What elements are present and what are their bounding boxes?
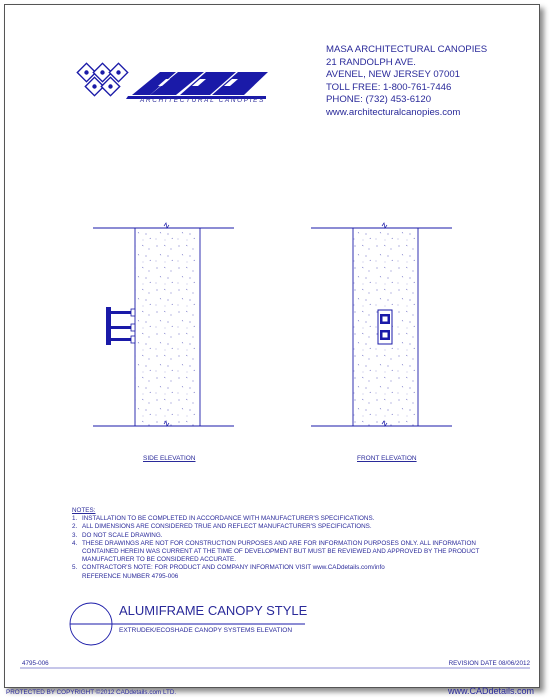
drawing-title: ALUMIFRAME CANOPY STYLE — [119, 603, 308, 618]
front-elevation-caption: FRONT ELEVATION — [357, 455, 417, 462]
company-info — [326, 44, 487, 120]
notes-title: NOTES: — [72, 507, 96, 514]
wall-bracket-side — [106, 307, 135, 345]
masa-logo — [77, 63, 268, 99]
note-item: 1. INSTALLATION TO BE COMPLETED IN ACCORDANCE WITH MANUFACTURER'S SPECIFICATIONS. — [72, 515, 375, 523]
company-address-line1: 21 RANDOLPH AVE. — [326, 56, 416, 68]
note-item: 4. THESE DRAWINGS ARE NOT FOR CONSTRUCTION PURPOSES AND ARE FOR INFORMATION PURPOSES ONLY. ALL INFORMATION CONTAINED HEREIN WAS CURRENT AT THE TIME OF DEVELOPMENT BUT MUST BE REVIEWED AND APPROVED BY THE PRODUCT MANUFACTURER TO BE CONSIDERED ACCURATE. — [72, 539, 480, 564]
note-reference: REFERENCE NUMBER 4795-006 — [82, 572, 179, 580]
logo-tagline: ARCHITECTURAL CANOPIES — [140, 97, 266, 104]
note-item: 2. ALL DIMENSIONS ARE CONSIDERED TRUE AND REFLECT MANUFACTURER'S SPECIFICATIONS. — [72, 523, 372, 531]
note-item: 5. CONTRACTOR'S NOTE: FOR PRODUCT AND COMPANY INFORMATION VISIT www.CADdetails.com/info — [72, 564, 385, 572]
company-phone: PHONE: (732) 453-6120 — [326, 94, 432, 106]
revision-date: REVISION DATE 08/06/2012 — [448, 660, 530, 667]
company-toll-free: TOLL FREE: 1-800-761-7446 — [326, 81, 452, 93]
front-elevation — [311, 223, 452, 426]
notes-section — [72, 507, 512, 581]
company-name: MASA ARCHITECTURAL CANOPIES — [326, 44, 488, 55]
logo-emblem — [77, 63, 127, 95]
company-website[interactable]: www.architecturalcanopies.com — [326, 106, 461, 118]
concrete-wall — [135, 228, 200, 426]
drawing-number: 4795-006 — [22, 660, 49, 667]
caddetails-brand[interactable]: www.CADdetails.com — [447, 686, 534, 696]
wall-bracket-front — [378, 310, 392, 344]
drawing-subtitle: EXTRUDEK/ECOSHADE CANOPY SYSTEMS ELEVATION — [119, 627, 293, 634]
company-address-line2: AVENEL, NEW JERSEY 07001 — [326, 69, 461, 81]
copyright-notice: PROTECTED BY COPYRIGHT ©2012 CADdetails.com LTD. — [6, 689, 177, 696]
side-elevation — [93, 223, 234, 426]
note-item: 3. DO NOT SCALE DRAWING. — [72, 531, 163, 539]
side-elevation-caption: SIDE ELEVATION — [143, 455, 196, 462]
